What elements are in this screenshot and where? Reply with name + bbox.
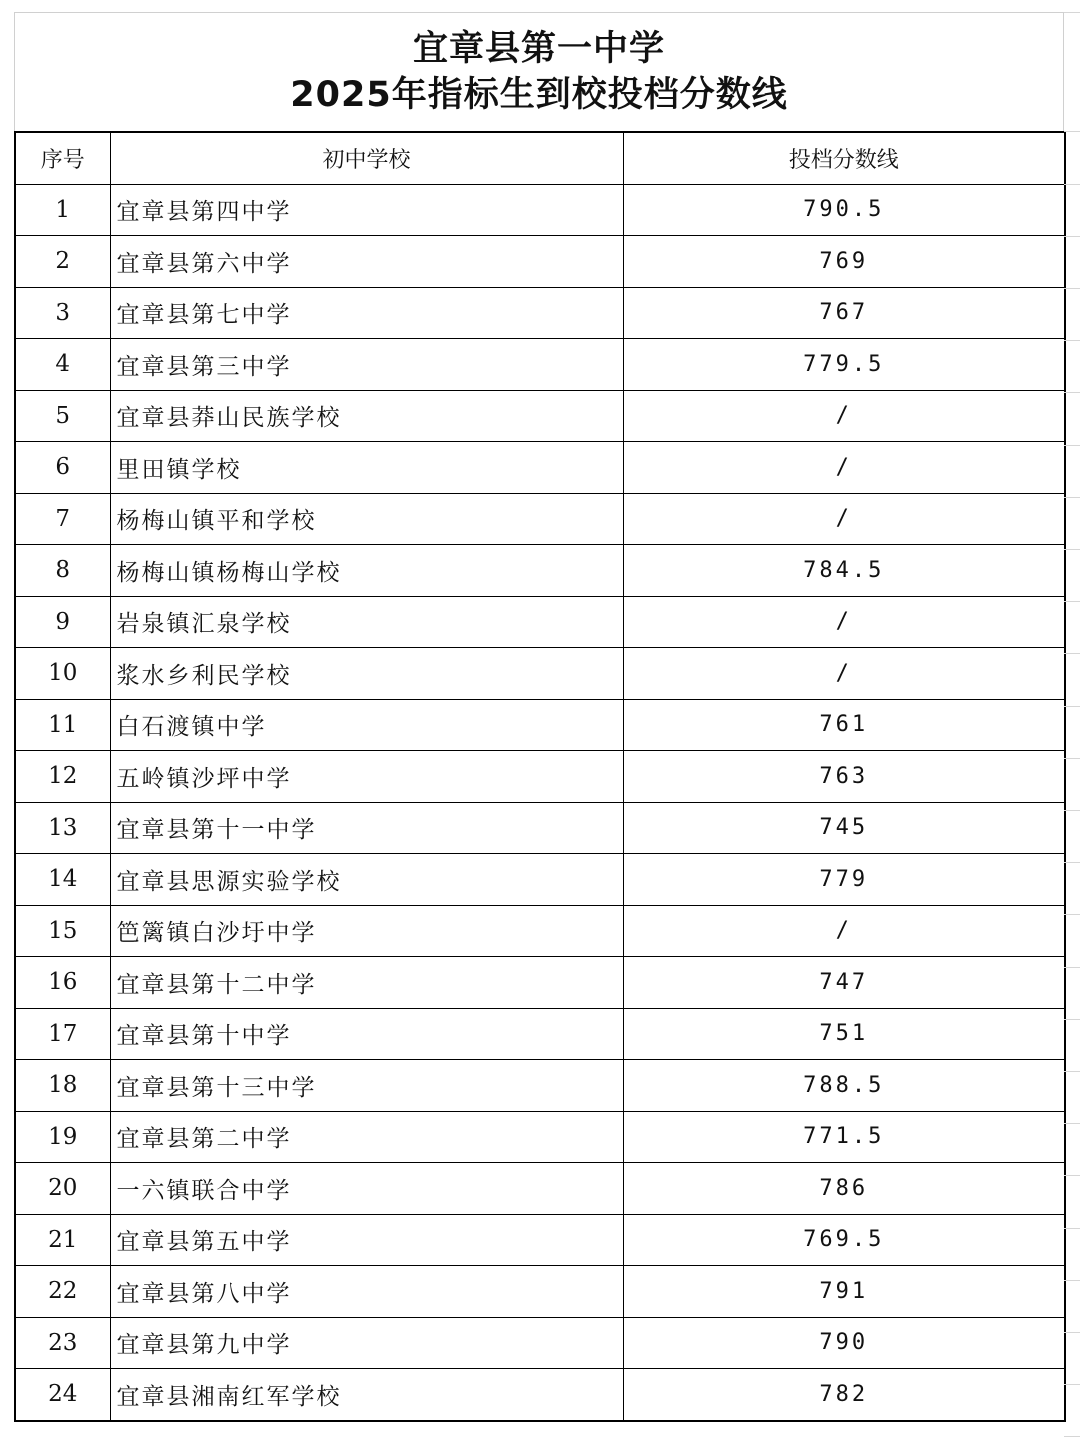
score-cell: 791: [623, 1266, 1065, 1318]
row-index: 23: [15, 1317, 110, 1369]
score-cell: 767: [623, 287, 1065, 339]
gridline: [1064, 1123, 1080, 1124]
score-cell: 771.5: [623, 1111, 1065, 1163]
gridline: [1064, 862, 1080, 863]
score-cell: 790: [623, 1317, 1065, 1369]
row-index: 1: [15, 184, 110, 236]
row-index: 9: [15, 596, 110, 648]
gridline: [1064, 184, 1080, 185]
score-cell: 745: [623, 802, 1065, 854]
gridline: [1064, 1228, 1080, 1229]
gridline: [1064, 758, 1080, 759]
school-name-cell: 杨梅山镇杨梅山学校: [110, 545, 623, 597]
score-cell: 763: [623, 751, 1065, 803]
score-cell: 769: [623, 236, 1065, 288]
table-row: [15, 1008, 1065, 1060]
table-row: [15, 1163, 1065, 1215]
table-row: [15, 339, 1065, 391]
school-name-cell: 宜章县第八中学: [110, 1266, 623, 1318]
school-name-cell: 白石渡镇中学: [110, 699, 623, 751]
school-name-cell: 宜章县湘南红军学校: [110, 1369, 623, 1421]
score-cell: /: [623, 442, 1065, 494]
row-index: 10: [15, 648, 110, 700]
row-index: 13: [15, 802, 110, 854]
gridline: [1064, 1280, 1080, 1281]
gridline: [1064, 12, 1080, 13]
gridline: [1064, 1436, 1080, 1437]
school-name-cell: 杨梅山镇平和学校: [110, 493, 623, 545]
table-row: [15, 1317, 1065, 1369]
school-name-cell: 一六镇联合中学: [110, 1163, 623, 1215]
adjacent-empty-cells: [1064, 12, 1080, 1453]
school-name-cell: 宜章县思源实验学校: [110, 854, 623, 906]
row-index: 3: [15, 287, 110, 339]
table-row: [15, 1060, 1065, 1112]
school-name-cell: 岩泉镇汇泉学校: [110, 596, 623, 648]
gridline: [1064, 1175, 1080, 1176]
spreadsheet: [14, 12, 1064, 1422]
gridline: [1064, 810, 1080, 811]
gridline: [1064, 549, 1080, 550]
school-name-cell: 宜章县莽山民族学校: [110, 390, 623, 442]
row-index: 20: [15, 1163, 110, 1215]
gridline: [1064, 1332, 1080, 1333]
gridline: [1064, 1071, 1080, 1072]
row-index: 7: [15, 493, 110, 545]
table-body: [15, 184, 1065, 1421]
score-cell: 788.5: [623, 1060, 1065, 1112]
table-row: [15, 905, 1065, 957]
row-index: 8: [15, 545, 110, 597]
row-index: 4: [15, 339, 110, 391]
table-row: [15, 287, 1065, 339]
gridline: [1064, 340, 1080, 341]
table-row: [15, 184, 1065, 236]
table-row: [15, 648, 1065, 700]
table-row: [15, 545, 1065, 597]
school-name-cell: 五岭镇沙坪中学: [110, 751, 623, 803]
school-name-cell: 宜章县第六中学: [110, 236, 623, 288]
row-index: 2: [15, 236, 110, 288]
gridline: [1064, 445, 1080, 446]
table-row: [15, 802, 1065, 854]
score-table: [14, 131, 1066, 1422]
row-index: 16: [15, 957, 110, 1009]
school-name-cell: 宜章县第四中学: [110, 184, 623, 236]
table-row: [15, 1266, 1065, 1318]
table-row: [15, 1111, 1065, 1163]
row-index: 18: [15, 1060, 110, 1112]
gridline: [1064, 131, 1080, 132]
school-name-cell: 里田镇学校: [110, 442, 623, 494]
row-index: 21: [15, 1214, 110, 1266]
score-cell: 786: [623, 1163, 1065, 1215]
score-cell: 779: [623, 854, 1065, 906]
gridline: [1064, 706, 1080, 707]
score-cell: 747: [623, 957, 1065, 1009]
row-index: 12: [15, 751, 110, 803]
school-name-cell: 宜章县第十三中学: [110, 1060, 623, 1112]
score-cell: /: [623, 905, 1065, 957]
table-row: [15, 596, 1065, 648]
score-cell: 761: [623, 699, 1065, 751]
gridline: [1064, 1384, 1080, 1385]
row-index: 11: [15, 699, 110, 751]
table-row: [15, 854, 1065, 906]
table-row: [15, 957, 1065, 1009]
school-name-cell: 笆篱镇白沙圩中学: [110, 905, 623, 957]
score-cell: 751: [623, 1008, 1065, 1060]
school-name-cell: 浆水乡利民学校: [110, 648, 623, 700]
school-name-cell: 宜章县第七中学: [110, 287, 623, 339]
table-row: [15, 390, 1065, 442]
gridline: [1064, 392, 1080, 393]
table-row: [15, 751, 1065, 803]
school-name-cell: 宜章县第五中学: [110, 1214, 623, 1266]
gridline: [1064, 1019, 1080, 1020]
gridline: [1064, 653, 1080, 654]
header-index: 序号: [15, 132, 110, 184]
row-index: 14: [15, 854, 110, 906]
gridline: [1064, 601, 1080, 602]
gridline: [1064, 967, 1080, 968]
school-name-cell: 宜章县第九中学: [110, 1317, 623, 1369]
gridline: [1064, 288, 1080, 289]
title-block: [14, 12, 1064, 131]
header-score: 投档分数线: [623, 132, 1065, 184]
table-row: [15, 1214, 1065, 1266]
table-row: [15, 236, 1065, 288]
header-row: [15, 132, 1065, 184]
row-index: 19: [15, 1111, 110, 1163]
score-cell: 779.5: [623, 339, 1065, 391]
school-name-cell: 宜章县第十二中学: [110, 957, 623, 1009]
school-name-cell: 宜章县第二中学: [110, 1111, 623, 1163]
gridline: [1064, 236, 1080, 237]
score-cell: 784.5: [623, 545, 1065, 597]
table-row: [15, 1369, 1065, 1421]
page-subtitle: 2025年指标生到校投档分数线: [290, 75, 788, 115]
table-row: [15, 699, 1065, 751]
row-index: 24: [15, 1369, 110, 1421]
gridline: [1064, 497, 1080, 498]
table-row: [15, 442, 1065, 494]
school-name-cell: 宜章县第十一中学: [110, 802, 623, 854]
table-row: [15, 493, 1065, 545]
school-name-cell: 宜章县第三中学: [110, 339, 623, 391]
score-cell: /: [623, 648, 1065, 700]
score-cell: 769.5: [623, 1214, 1065, 1266]
score-cell: 790.5: [623, 184, 1065, 236]
header-school: 初中学校: [110, 132, 623, 184]
row-index: 5: [15, 390, 110, 442]
score-cell: /: [623, 596, 1065, 648]
school-name-cell: 宜章县第十中学: [110, 1008, 623, 1060]
page-title: 宜章县第一中学: [412, 29, 665, 69]
row-index: 22: [15, 1266, 110, 1318]
score-cell: 782: [623, 1369, 1065, 1421]
row-index: 17: [15, 1008, 110, 1060]
score-cell: /: [623, 493, 1065, 545]
row-index: 15: [15, 905, 110, 957]
row-index: 6: [15, 442, 110, 494]
score-cell: /: [623, 390, 1065, 442]
gridline: [1064, 914, 1080, 915]
